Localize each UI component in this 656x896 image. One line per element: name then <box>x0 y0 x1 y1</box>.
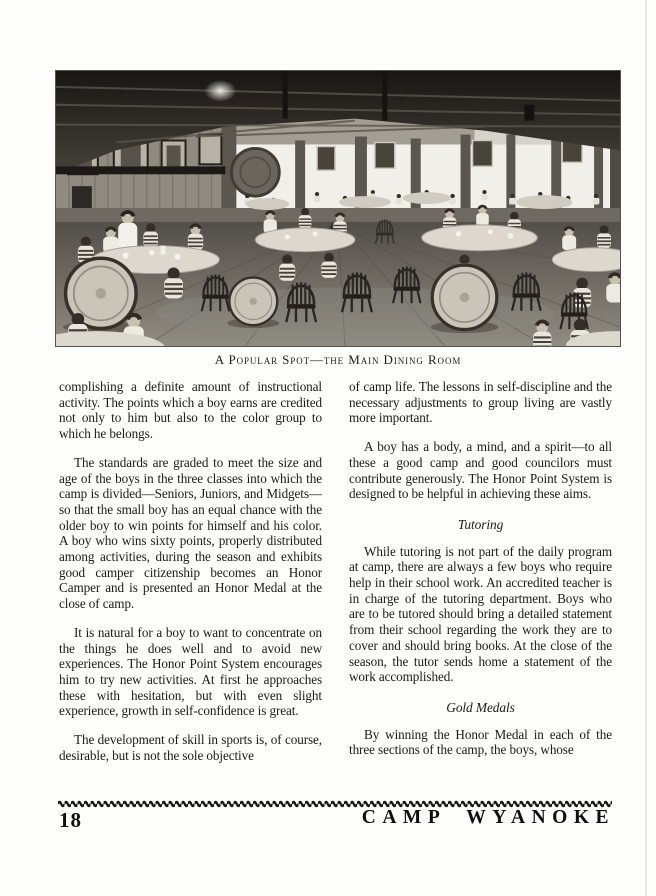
section-heading-gold-medals: Gold Medals <box>446 699 515 715</box>
paragraph: By winning the Honor Medal in each of the three sections of the camp, the boys, whose <box>349 726 612 758</box>
right-column <box>349 379 612 776</box>
paragraph: The development of skill in sports is, of course, desirable, but is not the sole objective <box>59 732 322 763</box>
scan-edge-artifact <box>645 0 647 896</box>
paragraph: The standards are graded to meet the size and age of the boys in the three classes into which the camp is divided—Seniors, Juniors, and Midgets—so that the small boy has an equal chance with the older boy to win points for himself and his color. A boy who wins sixty points, properly distributed among activities, during the season and exhibits good camper citizenship becomes an Honor Camper and is presented an Honor Medal at the close of camp. <box>59 454 322 612</box>
text-columns <box>59 379 612 776</box>
paragraph: complishing a definite amount of instructional activity. The points which a boy earns are credited not only to him but also to the color group to which he belongs. <box>59 379 322 442</box>
paragraph: A boy has a body, a mind, and a spirit—to all these a good camp and good councilors must contribute generously. The Honor Point System is designed to be helpful in achieving these aims. <box>349 439 612 502</box>
dining-hall-photo-illustration <box>56 71 620 346</box>
paragraph: While tutoring is not part of the daily program at camp, there are always a few boys who require help in their school work. An accredited teacher is in charge of the tutoring department. Boys who are to be tutored should bring a detailed statement from their school regarding the work they are to cover and should bring books. At the close of the season, the tutor sends home a statement of the work accomplished. <box>349 543 612 685</box>
photo-caption: A Popular Spot—the Main Dining Room <box>214 352 462 367</box>
section-heading-tutoring: Tutoring <box>457 516 504 532</box>
page-number: 18 <box>59 808 82 832</box>
paragraph: It is natural for a boy to want to concentrate on the things he does well and to avoid new experiences. The Honor Point System encourages him to try new activities. At first he approaches these with hesitation, but with even slight experience, growth in self-confidence is great. <box>59 624 322 719</box>
brand-title: CAMP WYANOKE <box>361 807 615 828</box>
left-column <box>59 379 322 776</box>
paragraph: of camp life. The lessons in self-discipline and the necessary adjustments to group living are vastly more important. <box>349 379 612 426</box>
dining-hall-photo <box>55 70 621 347</box>
